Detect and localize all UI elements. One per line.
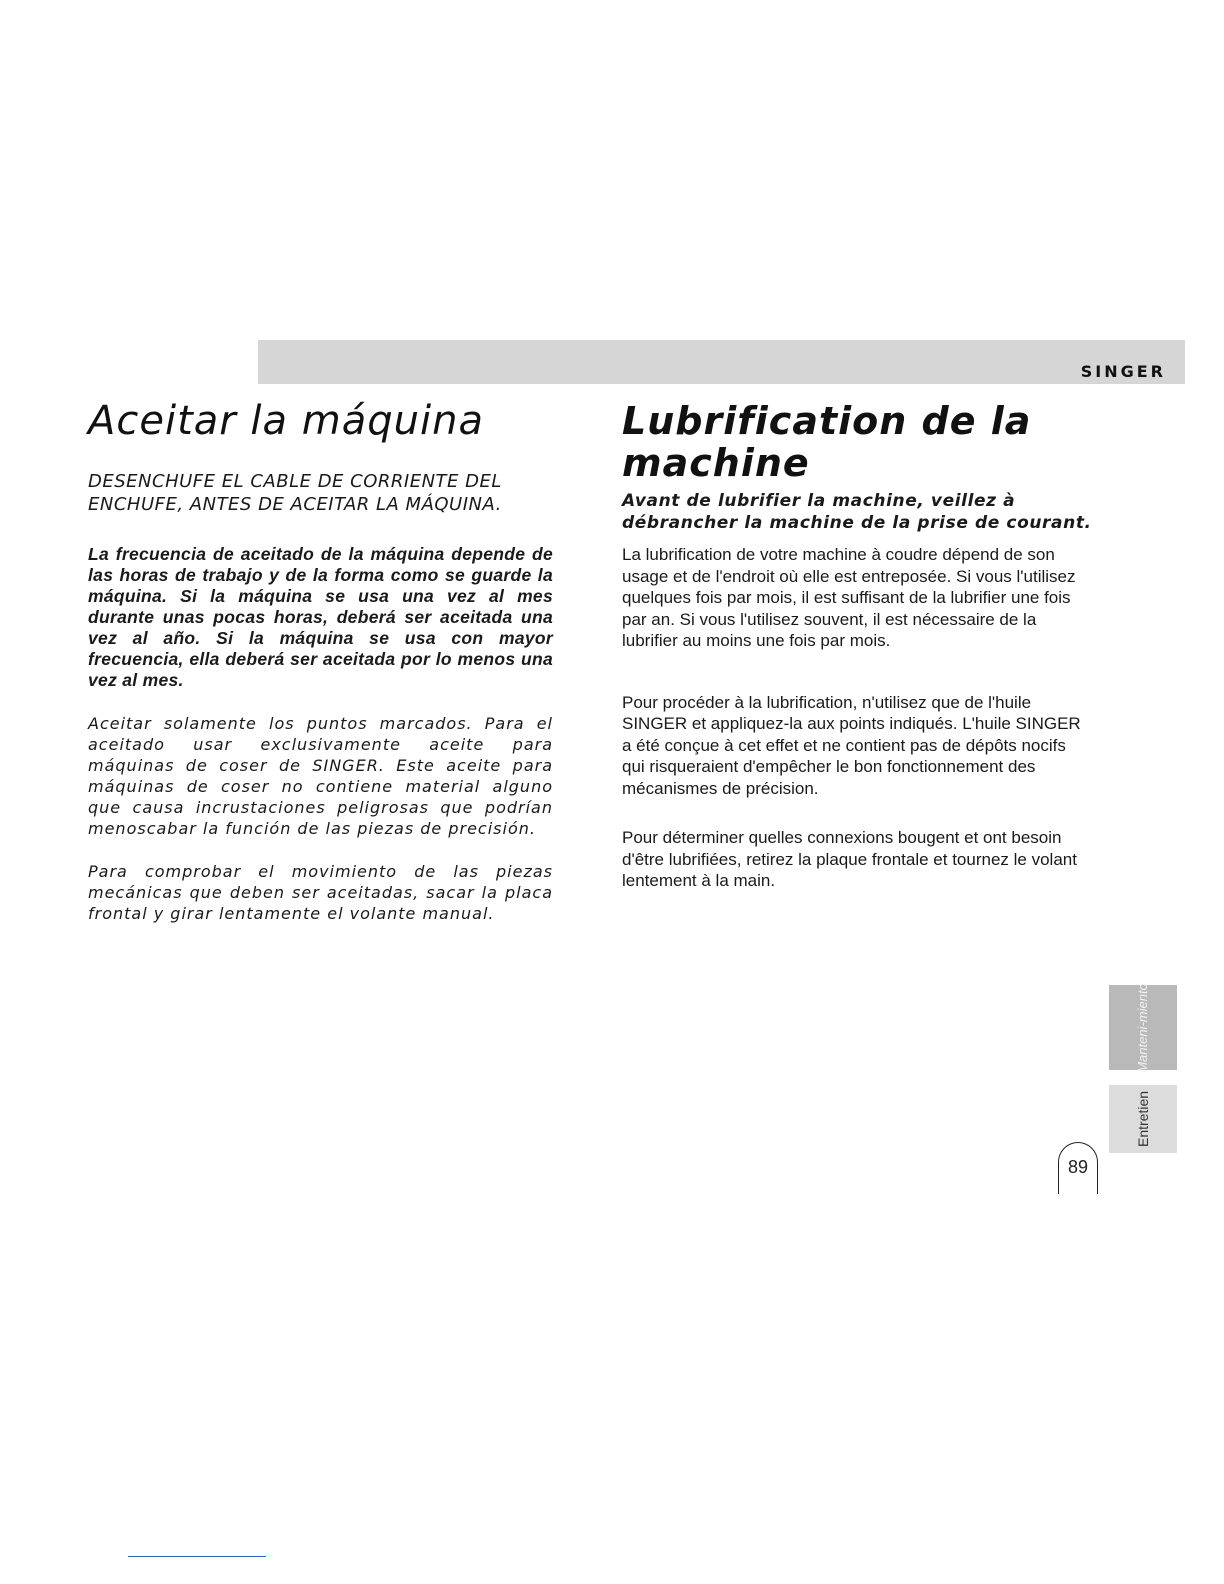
header-band [258, 340, 1185, 384]
footer-divider [128, 1556, 266, 1557]
spanish-paragraph-1: La frecuencia de aceitado de la máquina depende de las horas de trabajo y de la forma como se guarde la máquina. Si la máquina se usa una vez al mes durante unas pocas horas, deberá ser aceitada una vez al año. Si la máquina se usa con mayor frecuencia, ella deberá ser aceitada por lo menos una vez al mes. [88, 544, 553, 690]
side-tab-entretien [1109, 1085, 1177, 1153]
french-column [622, 400, 1092, 892]
french-paragraph-1: La lubrification de votre machine à coudre dépend de son usage et de l'endroit où elle est entreposée. Si vous l'utilisez quelques fois par mois, il est suffisant de la lubrifier une fois par an. Si vous l'utilisez souvent, il est nécessaire de la lubrifier au moins une fois par mois. [622, 545, 1076, 650]
spanish-column [88, 400, 553, 924]
spanish-title: Aceitar la máquina [88, 398, 484, 444]
french-paragraph-3: Pour déterminer quelles connexions bougent et ont besoin d'être lubrifiées, retirez la plaque frontale et tournez le volant lentement à la main. [622, 828, 1077, 890]
spanish-paragraph-2: Aceitar solamente los puntos marcados. Para el aceitado usar exclusivamente aceite para máquinas de coser de SINGER. Este aceite para máquinas de coser no contiene material alguno que causa incrustaciones peligrosas que podrían menoscabar la función de las piezas de precisión. [88, 714, 553, 838]
spanish-paragraph-3: Para comprobar el movimiento de las piezas mecánicas que deben ser aceitadas, sacar la placa frontal y girar lentamente el volante manual. [88, 862, 553, 923]
page-number: 89 [1058, 1142, 1098, 1194]
french-warning: Avant de lubrifier la machine, veillez à débrancher la machine de la prise de courant. [622, 491, 1092, 533]
spanish-warning: DESENCHUFE EL CABLE DE CORRIENTE DEL ENCHUFE, ANTES DE ACEITAR LA MÁQUINA. [88, 471, 502, 515]
brand-logo: SINGER [1080, 362, 1166, 381]
french-paragraph-2: Pour procéder à la lubrification, n'utilisez que de l'huile SINGER et appliquez-la aux points indiqués. L'huile SINGER a été conçue à cet effet et ne contient pas de dépôts nocifs qui risqueraient d'empêcher le bon fonctionnement des mécanismes de précision. [622, 692, 1081, 798]
french-title: Lubrification de la machine [622, 399, 1032, 485]
side-tab-entretien-label: Entretien [1135, 1090, 1151, 1148]
side-tab-mantenimiento [1109, 982, 1177, 1073]
side-tab-mantenimiento-label: Manteni-miento [1135, 982, 1150, 1073]
